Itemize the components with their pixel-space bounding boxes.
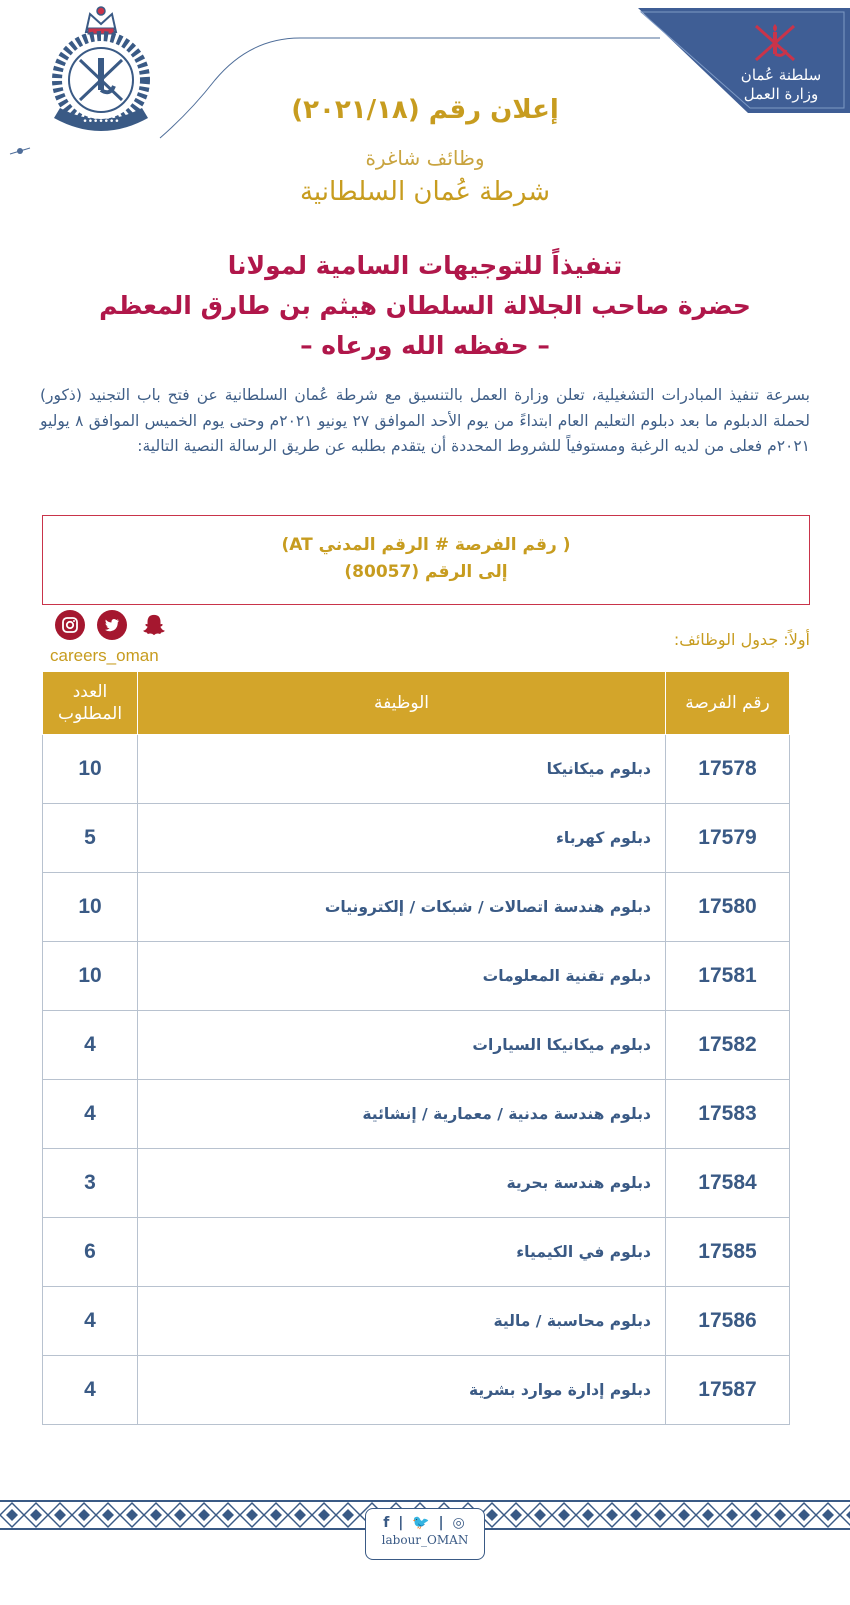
required-count: 3 (43, 1149, 138, 1218)
instagram-icon[interactable]: ◎ (452, 1515, 467, 1531)
svg-text:•••••••: ••••••• (82, 117, 120, 127)
directive-line1: تنفيذاً للتوجيهات السامية لمولانا (227, 251, 623, 280)
directive-line2: حضرة صاحب الجلالة السلطان هيثم بن طارق المعظم (99, 291, 751, 320)
column-header-count-line2: المطلوب (57, 704, 123, 724)
careers-handle[interactable]: careers_oman (50, 646, 159, 665)
job-title: دبلوم إدارة موارد بشرية (138, 1356, 666, 1425)
job-title: دبلوم ميكانيكا السيارات (138, 1011, 666, 1080)
twitter-icon[interactable]: 🐦 (412, 1515, 432, 1531)
job-title: دبلوم محاسبة / مالية (138, 1287, 666, 1356)
required-count: 4 (43, 1287, 138, 1356)
required-count: 4 (43, 1011, 138, 1080)
job-title: دبلوم هندسة مدنية / معمارية / إنشائية (138, 1080, 666, 1149)
required-count: 4 (43, 1356, 138, 1425)
twitter-icon[interactable] (97, 610, 127, 640)
opportunity-id: 17581 (666, 942, 790, 1011)
required-count: 10 (43, 873, 138, 942)
ministry-name-line1: سلطنة عُمان (740, 66, 822, 84)
required-count: 6 (43, 1218, 138, 1287)
opportunity-id: 17587 (666, 1356, 790, 1425)
column-header-title: الوظيفة (138, 672, 666, 735)
directive-line3: – حفظه الله ورعاه – (300, 331, 550, 360)
table-row (43, 942, 790, 1011)
announcement-title: إعلان رقم (٢٠٢١/١٨) (291, 95, 559, 125)
labour-handle[interactable]: labour_OMAN (381, 1533, 469, 1547)
vacancies-label: وظائف شاغرة (365, 146, 485, 170)
royal-oman-police-emblem-icon (44, 2, 158, 144)
sms-format: ( رقم الفرصة # الرقم المدني AT) (281, 535, 571, 555)
opportunity-id: 17578 (666, 735, 790, 804)
ministry-logo-banner (638, 8, 850, 113)
job-title: دبلوم ميكانيكا (138, 735, 666, 804)
job-title: دبلوم هندسة بحرية (138, 1149, 666, 1218)
ministry-name (726, 66, 836, 104)
table-row (43, 873, 790, 942)
opportunity-id: 17584 (666, 1149, 790, 1218)
opportunity-id: 17580 (666, 873, 790, 942)
opportunity-id: 17585 (666, 1218, 790, 1287)
required-count: 10 (43, 942, 138, 1011)
opportunity-id: 17586 (666, 1287, 790, 1356)
royal-directive (40, 246, 810, 366)
jobs-table-header-row (43, 672, 790, 735)
khanjar-emblem-icon (750, 20, 800, 64)
instagram-icon[interactable] (55, 610, 85, 640)
table-row (43, 804, 790, 873)
column-header-count-line1: العدد (72, 682, 108, 702)
job-title: دبلوم تقنية المعلومات (138, 942, 666, 1011)
required-count: 10 (43, 735, 138, 804)
opportunity-id: 17582 (666, 1011, 790, 1080)
snapchat-icon[interactable] (139, 610, 169, 640)
column-header-count (43, 672, 138, 735)
ministry-name-line2: وزارة العمل (743, 85, 819, 103)
job-title: دبلوم في الكيمياء (138, 1218, 666, 1287)
table-row (43, 1149, 790, 1218)
social-links (50, 610, 190, 666)
table-row (43, 1356, 790, 1425)
opportunity-id: 17583 (666, 1080, 790, 1149)
facebook-icon[interactable]: f (383, 1515, 392, 1531)
column-header-id: رقم الفرصة (666, 672, 790, 735)
required-count: 4 (43, 1080, 138, 1149)
sms-instructions-box (42, 515, 810, 605)
sms-number: إلى الرقم (80057) (344, 562, 508, 582)
opportunity-id: 17579 (666, 804, 790, 873)
job-title: دبلوم هندسة اتصالات / شبكات / إلكترونيات (138, 873, 666, 942)
table-row (43, 735, 790, 804)
table-row (43, 1218, 790, 1287)
police-name: شرطة عُمان السلطانية (299, 177, 551, 207)
jobs-table-heading: أولاً: جدول الوظائف: (673, 630, 810, 649)
required-count: 5 (43, 804, 138, 873)
footer-social-icons[interactable]: f | 🐦 | ◎ (383, 1515, 467, 1531)
table-row (43, 1080, 790, 1149)
table-row (43, 1011, 790, 1080)
announcement-body: بسرعة تنفيذ المبادرات التشغيلية، تعلن وزارة العمل بالتنسيق مع شرطة عُمان السلطانية عن فتح باب التجنيد (ذكور) لحملة الدبلوم ما بعد دبلوم التعليم العام ابتداءً من يوم الأحد الموافق ٢٧ يونيو ٢٠٢١م وحتى يوم الخميس الموافق ٨ يوليو ٢٠٢١م فعلى من لديه الرغبة ومستوفياً للشروط المحددة أن يتقدم بطلبه عن طريق الرسالة النصية التالية: (40, 386, 811, 455)
table-row (43, 1287, 790, 1356)
jobs-table (42, 671, 790, 1425)
footer-social-badge (365, 1508, 485, 1560)
job-title: دبلوم كهرباء (138, 804, 666, 873)
